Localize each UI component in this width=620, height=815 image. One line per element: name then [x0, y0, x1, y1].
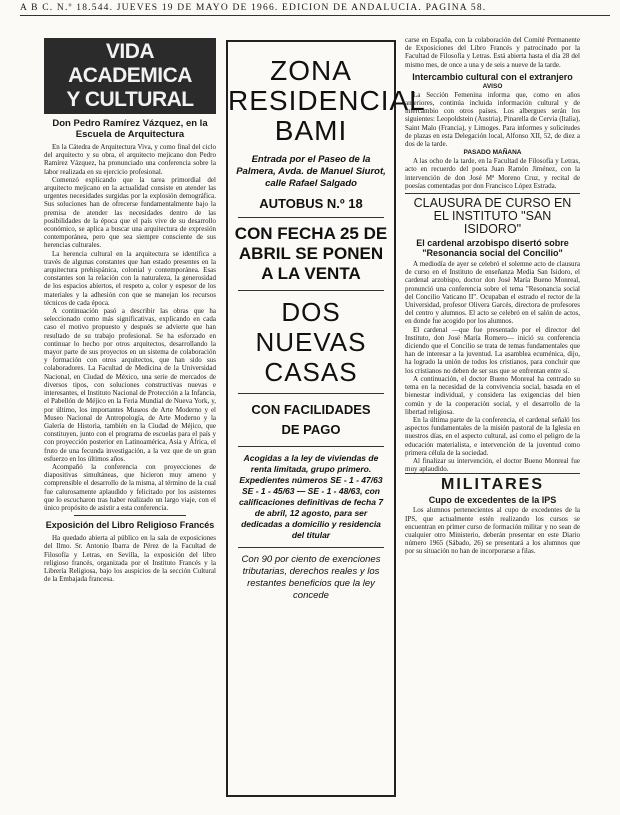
article-paragraph: Los alumnos pertenecientes al cupo de excedentes de la IPS, que actualmente estén realizando los cursos se encuentran en primer curso de formación militar y no sean de cualquier otro Ministerio, deberán presentar en este Diario número 1965 (Sábado, 26) se presentará a los alumnos que por su situación no han de incorporarse a filas. — [405, 506, 580, 556]
article-paragraph: El cardenal —que fue presentado por el director del Instituto, don José María Romero— inició su conferencia diciendo que el Concilio se trata de temas fundamentales que han de interesar a la juventud. La asamblea ecuménica, dijo, ha logrado la unión de todos los cristianos, para concluir que los cristianos no deben de ser sus que se enfrentan entre sí. — [405, 325, 580, 375]
article-paragraph: A las ocho de la tarde, en la Facultad de Filosofía y Letras, acto en recuerdo del poeta Juan Ramón Jiménez, con la intervención de don José Mª Moreno Cruz, y recital de poesías comentadas por don Francisco López Estrada. — [405, 157, 580, 190]
article-paragraph: Acompañó la conferencia con proyecciones de diapositivas simultáneas, que hicieron muy ameno y comprensible el desarrollo de la misma, al término de la cual fue calurosamente aplaudido y felicitado por los asistentes que lo escucharon tras haber realizado un largo viaje, con el único propósito de asistir a esta conferencia. — [44, 462, 216, 512]
ad-benefits-text: Con 90 por ciento de exenciones tributarias, derechos reales y los restantes beneficios que la ley concede — [241, 554, 381, 601]
article-paragraph: La herencia cultural en la arquitectura se identifica a través de algunas constantes que han estado presentes en la arquitectura prehispánica, colonial y contemporánea. Esas constantes son la relación con la naturaleza, la generosidad de los espacios abiertos, el respeto a, color y espesor de los materiales y la adhesión con que se manejan los recursos técnicos de cada época. — [44, 249, 216, 307]
ad-sale-date: CON FECHA 25 DE ABRIL SE PONEN A LA VENTA — [234, 224, 388, 283]
article-paragraph: carse en España, con la colaboración del Comité Permanente de Exposiciones del Libro Francés y patrocinado por la Facultad de Filosofía y Letras. Está abierta hasta el día 28 del mismo mes, de once a una y de seis a nueve de la tarde. — [405, 36, 580, 69]
subsection-label: PASADO MAÑANA — [463, 149, 522, 157]
column-left — [44, 38, 216, 583]
subsection-label: AVISO — [482, 82, 503, 90]
section-headline: MILITARES — [405, 473, 580, 494]
article-headline: Intercambio cultural con el extranjero — [412, 71, 573, 82]
ad-title-line-2: RESIDENCIAL — [228, 85, 426, 116]
article-paragraph: Al finalizar su intervención, el doctor Bueno Monreal fue muy aplaudido. — [405, 456, 580, 474]
ad-facilities-1: CON FACILIDADES — [251, 402, 371, 417]
article-paragraph: A continuación, el doctor Bueno Monreal ha centrado su tema en la necesidad de la convivencia social, basada en el bienestar individual, y considera las exigencias del bien común y de la cooperación social, y el desarrollo de la libertad religiosa. — [405, 374, 580, 416]
ad-headline-2: CASAS — [264, 357, 358, 387]
article-paragraph: En la última parte de la conferencia, el cardenal señaló los aspectos fundamentales de la misión pastoral de la Iglesia en nuestros días, en el aspecto cultural, así como el peligro de la educación materialista, e intervención de la juventud como primera célula de la sociedad. — [405, 415, 580, 457]
ad-title-line-1: ZONA — [270, 55, 352, 86]
section-title-line-1: VIDA ACADEMICA — [68, 40, 192, 87]
article-headline: Exposición del Libro Religioso Francés — [45, 520, 215, 531]
ad-facilities-2: DE PAGO — [281, 422, 341, 437]
ad-legal-text: Acogidas a la ley de viviendas de renta limitada, grupo primero. Expedientes números SE - 1 - 47/63 SE - 1 - 45/63 — SE - 1 - 48/63, con calificaciones definitivas de fecha 7 de abril, 12 agosto, para ser dedicadas a domicilio y residencia del titular — [238, 453, 384, 540]
article-paragraph: Ha quedado abierta al público en la sala de exposiciones del Ilmo. Sr. Antonio Ibarra de Pérez de la Facultad de Filosofía y Letras, en Sevilla, la exposición del libro religioso francés, organizada por el Instituto Francés y la Librería Religiosa, bajo los auspicios de la sección Cultural de la Embajada francesa. — [44, 534, 216, 584]
column-right — [405, 36, 580, 556]
article-paragraph: En la Cátedra de Arquitectura Viva, y como final del ciclo del arquitecto y su obra, el arquitecto mejicano don Pedro Ramírez Vázquez, ha pronunciado una conferencia sobre la labor realizada en su ejercicio profesional. — [44, 143, 216, 176]
article-headline: CLAUSURA DE CURSO EN EL INSTITUTO "SAN ISIDORO" — [405, 193, 580, 236]
article-subheadline: El cardenal arzobispo disertó sobre "Resonancia social del Concilio" — [416, 238, 569, 259]
section-title — [44, 38, 216, 114]
article-paragraph: La Sección Femenina informa que, como en años anteriores, continúa incluida información cultural y de intercambio con otros países. Los albergues serán los siguientes: Leopoldstein (Austria), Pinarella de Cervia (Italia), Saint Malo (Francia), y Limoges. Para informes y solicitudes de plazas en esta Delegación local, Alfonso XII, 52, de diez a dos de la tarde. — [405, 90, 580, 149]
ad-bus-line: AUTOBUS N.º 18 — [259, 196, 363, 211]
article-headline: Don Pedro Ramírez Vázquez, en la Escuela de Arquitectura — [52, 118, 208, 140]
ad-headline-1: DOS NUEVAS — [255, 297, 367, 357]
article-paragraph: Comenzó explicando que la tarea primordial del arquitecto mejicano en la actualidad consiste en atender las urgentes necesidades surgidas por la explosión demográfica. Sus soluciones han de ofrecerse fundamentalmente bajo la premisa de atender las necesidades dentro de las posibilidades de la época que el país vive de su desarrollo económico, se aplica a buscar una arquitectura de expresión contemporánea, pero que sea siempre consciente de sus herencias culturales. — [44, 175, 216, 250]
article-paragraph: A continuación pasó a describir las obras que ha seleccionado como más significativas, explicando en cada caso el motivo propuesto y después se advierte que han resultado de su trabajo profesional. Se ha esforzado en continuar lo hecho por otros arquitectos, desarrollando la mayor parte de sus proyectos en un sistema de colaboración y formación con otros arquitectos, que han sido sus colaboradores. La Facultad de Medicina de la Universidad Nacional, en Ciudad de México, una serie de mercados de diversos tipos, con soluciones constructivas nuevas e interesantes, el Instituto Nacional de Protección a la Infancia, el Pabellón de Méjico en la Feria Mundial de Nueva York, y, por último, los importantes Museos de Arte Moderno y el Museo Nacional de Antropología, de Arte Moderno y la Galería de Historia, también en la Ciudad de Méjico, que constituyen, junto con el programa de escuelas para el país y con proyección posterior en Latinoamérica, Asia y África, el fruto de una fecunda investigación, a la vez que de un gran esfuerzo en los últimos años. — [44, 307, 216, 463]
ad-directions: Entrada por el Paseo de la Palmera, Avda. de Manuel Siurot, calle Rafael Salgado — [236, 154, 386, 189]
advertisement-box — [226, 40, 426, 797]
section-title-line-2: Y CULTURAL — [66, 88, 194, 111]
article-paragraph: A mediodía de ayer se celebró el solemne acto de clausura de curso en el Instituto de enseñanza Media San Isidoro, el cardenal arzobispo, doctor don José María Bueno Monreal, pronunció una conferencia sobre el tema "Resonancia social del Concilio Vaticano II". Ocupaban el estrado el rector de la Universidad, profesor Olivera Garcés, directora de profesores del centro y alumnos. El acto se celebró en el salón de actos, en donde fue acogido por los alumnos. — [405, 260, 580, 326]
article-subheadline: Cupo de excedentes de la IPS — [428, 495, 557, 506]
masthead: A B C. N.º 18.544. JUEVES 19 DE MAYO DE 1966. EDICION DE ANDALUCIA. PAGINA 58. — [20, 3, 610, 16]
ad-title-line-3: BAMI — [274, 115, 348, 146]
